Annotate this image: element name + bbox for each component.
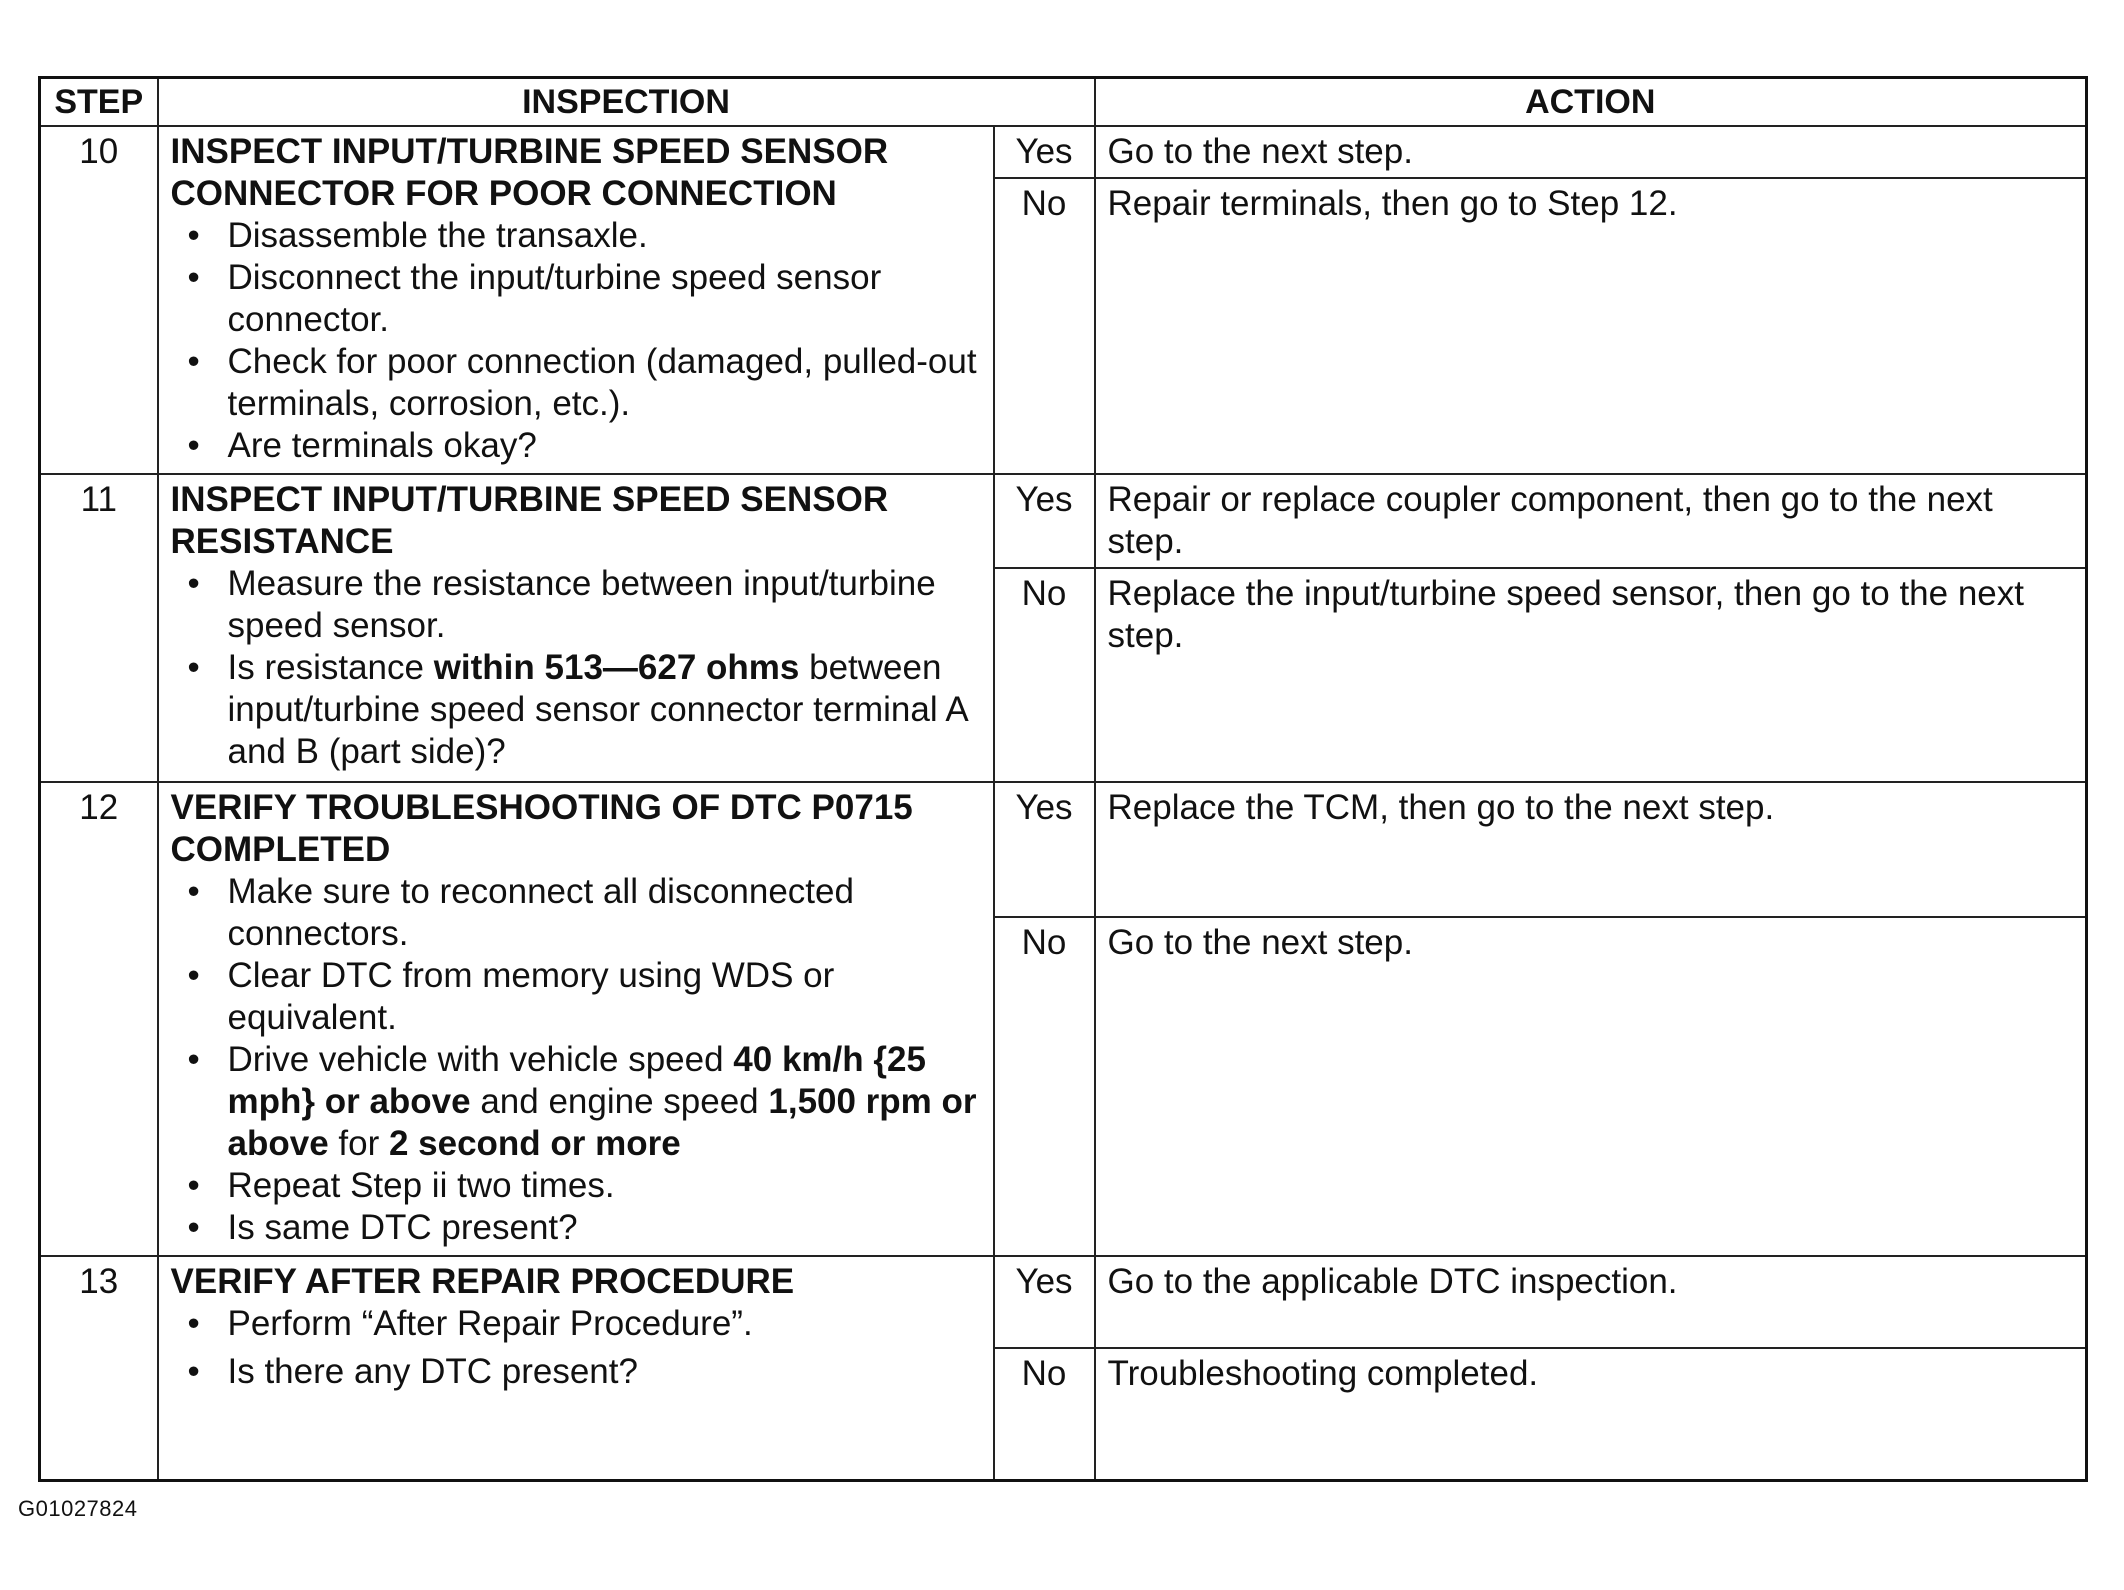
list-item: • Check for poor connection (damaged, pulled-out terminals, corrosion, etc.). <box>228 341 983 425</box>
yes-action: Go to the applicable DTC inspection. <box>1095 1256 2087 1348</box>
inspection-title: VERIFY TROUBLESHOOTING OF DTC P0715 COMPLETED <box>170 788 913 869</box>
no-label: No <box>994 1348 1095 1480</box>
header-action: ACTION <box>1095 78 2087 127</box>
list-item: • Are terminals okay? <box>228 425 983 467</box>
inspection-cell <box>158 474 994 782</box>
inspection-list <box>171 563 983 773</box>
inspection-title: VERIFY AFTER REPAIR PROCEDURE <box>170 1262 795 1301</box>
list-item: • Make sure to reconnect all disconnected connectors. <box>228 871 983 955</box>
step-number: 11 <box>40 474 158 782</box>
diagnostic-table <box>38 76 2088 1482</box>
list-item: • Is there any DTC present? <box>228 1351 983 1393</box>
inspection-title: INSPECT INPUT/TURBINE SPEED SENSOR RESISTANCE <box>170 480 889 561</box>
yes-action: Repair or replace coupler component, then go to the next step. <box>1095 474 2087 568</box>
list-item <box>228 1039 983 1165</box>
diagnostic-procedure <box>38 76 2088 1482</box>
inspection-title: INSPECT INPUT/TURBINE SPEED SENSOR CONNECTOR FOR POOR CONNECTION <box>170 132 889 213</box>
text-run: for <box>328 1124 389 1163</box>
yes-action: Replace the TCM, then go to the next step. <box>1095 782 2087 917</box>
yes-action: Go to the next step. <box>1095 126 2087 178</box>
yes-label: Yes <box>994 782 1095 917</box>
step-number: 12 <box>40 782 158 1256</box>
list-item: • Perform “After Repair Procedure”. <box>228 1303 983 1345</box>
yes-label: Yes <box>994 1256 1095 1348</box>
text-run: and engine speed <box>470 1082 769 1121</box>
step-number: 13 <box>40 1256 158 1480</box>
inspection-list <box>171 1303 983 1393</box>
list-item: • Is same DTC present? <box>228 1207 983 1249</box>
figure-id: G01027824 <box>18 1496 138 1521</box>
table-row <box>40 782 2087 917</box>
no-label: No <box>994 178 1095 474</box>
list-item: • Disconnect the input/turbine speed sensor connector. <box>228 257 983 341</box>
step-number: 10 <box>40 126 158 474</box>
no-label: No <box>994 568 1095 782</box>
no-action: Repair terminals, then go to Step 12. <box>1095 178 2087 474</box>
speed-spec: 40 km/h {25 mph} or above <box>227 1040 926 1121</box>
duration-spec: 2 second or more <box>388 1124 681 1163</box>
inspection-cell <box>158 1256 994 1480</box>
table-row <box>40 126 2087 178</box>
no-label: No <box>994 917 1095 1256</box>
list-item <box>228 647 983 773</box>
table-header-row <box>40 78 2087 127</box>
text-run: between input/turbine speed sensor connector terminal A and B (part side)? <box>227 648 967 771</box>
header-step: STEP <box>40 78 158 127</box>
no-action: Troubleshooting completed. <box>1095 1348 2087 1480</box>
inspection-cell <box>158 782 994 1256</box>
no-action: Go to the next step. <box>1095 917 2087 1256</box>
yes-label: Yes <box>994 474 1095 568</box>
inspection-list <box>171 871 983 1249</box>
text-run: Drive vehicle with vehicle speed <box>227 1040 734 1079</box>
table-row <box>40 1256 2087 1348</box>
header-inspection: INSPECTION <box>158 78 1095 127</box>
list-item: • Repeat Step ii two times. <box>228 1165 983 1207</box>
text-run: Is resistance <box>227 648 434 687</box>
table-row <box>40 474 2087 568</box>
inspection-cell <box>158 126 994 474</box>
resistance-spec: within 513—627 ohms <box>433 648 800 687</box>
list-item: • Measure the resistance between input/turbine speed sensor. <box>228 563 983 647</box>
rpm-spec: 1,500 rpm or above <box>227 1082 977 1163</box>
list-item: • Clear DTC from memory using WDS or equivalent. <box>228 955 983 1039</box>
inspection-list <box>171 215 983 467</box>
yes-label: Yes <box>994 126 1095 178</box>
list-item: • Disassemble the transaxle. <box>228 215 983 257</box>
no-action: Replace the input/turbine speed sensor, then go to the next step. <box>1095 568 2087 782</box>
